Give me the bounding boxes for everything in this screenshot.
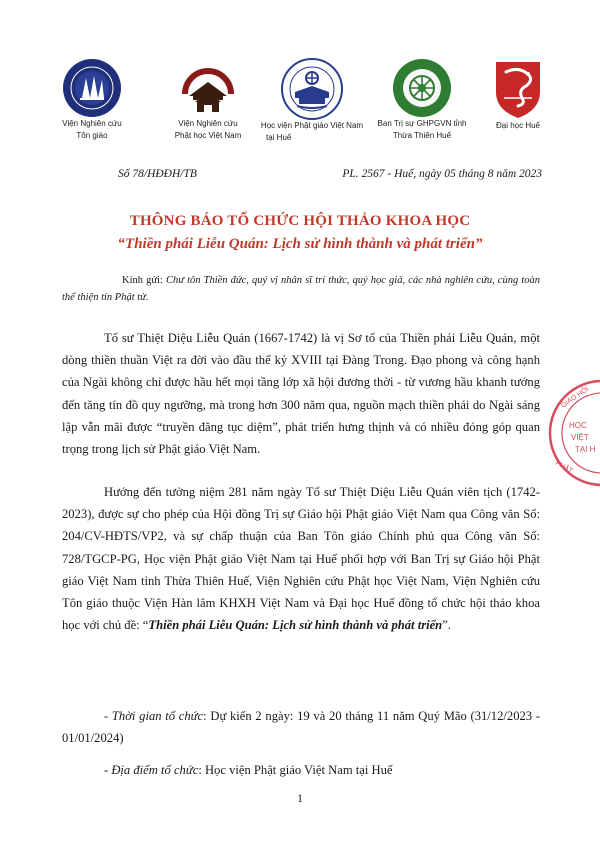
logo-buddhist-studies-institute bbox=[162, 58, 254, 142]
dharma-wheel-icon bbox=[392, 58, 452, 118]
svg-text:GIÁO HỘI: GIÁO HỘI bbox=[560, 385, 591, 410]
venue-value: : Học viện Phật giáo Việt Nam tại Huế bbox=[198, 763, 393, 777]
svg-text:VIỆT: VIỆT bbox=[571, 433, 589, 442]
logo-buddhist-academy-hue bbox=[254, 58, 370, 144]
logo-caption: Viện Nghiên cứu bbox=[178, 119, 238, 128]
logo-caption: Đại học Huế bbox=[495, 121, 541, 130]
svg-text:PHẬT: PHẬT bbox=[554, 459, 574, 476]
temple-emblem-icon bbox=[177, 58, 239, 118]
time-item bbox=[62, 705, 540, 749]
logo-caption: tại Huế bbox=[266, 133, 292, 142]
venue-item bbox=[62, 759, 540, 781]
vns-emblem-icon bbox=[62, 58, 122, 118]
svg-text:HỌC: HỌC bbox=[569, 421, 587, 430]
place-date: PL. 2567 - Huế, ngày 05 tháng 8 năm 2023 bbox=[342, 168, 542, 180]
logo-caption: Tôn giáo bbox=[76, 131, 108, 140]
dragon-emblem-icon bbox=[492, 58, 544, 120]
greeting-label: Kính gửi: bbox=[122, 275, 163, 286]
logo-caption: Phật học Việt Nam bbox=[174, 131, 242, 140]
time-value: : Dự kiến 2 ngày: 19 và 20 tháng 11 năm Quý Mão (31/12/2023 - 01/01/2024) bbox=[62, 709, 541, 746]
paragraph-intro: Tổ sư Thiệt Diệu Liễu Quán (1667-1742) là vị Sơ tổ của Thiền phái Liễu Quán, một dòng thiền thuần Việt ra đời vào đầu thế kỷ XVIII tại Đàng Trong. Đạo phong và công hạnh của Ngài không chỉ được hầu hết mọi tầng lớp xã hội đương thời - từ vương hầu khanh tướng đến tăng tín đồ quy ngưỡng, mà trong hơn 300 năm qua, nguồn mạch thiền phái do Ngài sáng lập vẫn mãi được “truyền đăng tục diệm”, phát triển hưng thịnh và có nhiều đóng góp quan trọng trong lịch sử Phật giáo Việt Nam. bbox=[62, 331, 540, 457]
logo-caption: Ban Trị sự GHPGVN tỉnh bbox=[377, 119, 467, 128]
logo-row bbox=[0, 0, 600, 160]
paragraph-announcement-end: ”. bbox=[442, 618, 451, 633]
logo-caption: Học viện Phật giáo Việt Nam bbox=[260, 121, 364, 130]
academy-emblem-icon bbox=[281, 58, 343, 120]
document-number: Số 78/HĐĐH/TB bbox=[118, 168, 197, 180]
paragraph-announcement-text: Hướng đến tưởng niệm 281 năm ngày Tổ sư Thiệt Diệu Liễu Quán viên tịch (1742-2023), được sự cho phép của Hội đồng Trị sự Giáo hội Phật giáo Việt Nam qua Công văn Số: 204/CV-HĐTS/VP2, và sự chấp thuận của Ban Tôn giáo Chính phủ qua Công văn Số: 728/TGCP-PG, Học viện Phật giáo Việt Nam tại Huế phối hợp với Ban Trị sự Giáo hội Phật giáo Việt Nam tỉnh Thừa Thiên Huế, Viện Nghiên cứu Phật học Việt Nam, Viện Nghiên cứu Tôn giáo thuộc Viện Hàn lâm KHXH Việt Nam và Đại học Huế đồng tổ chức hội thảo khoa học với chủ đề: “ bbox=[62, 485, 540, 633]
time-label: - Thời gian tổ chức bbox=[104, 709, 204, 723]
page-number: 1 bbox=[297, 791, 303, 805]
paragraph-announcement bbox=[62, 481, 540, 636]
page-subtitle: “Thiền phái Liễu Quán: Lịch sử hình thành và phát triển” bbox=[117, 236, 483, 252]
logo-provincial-sangha bbox=[374, 58, 470, 142]
greeting bbox=[62, 272, 540, 306]
logo-religion-institute bbox=[52, 58, 132, 142]
logo-caption: Viện Nghiên cứu bbox=[62, 119, 122, 128]
conference-theme: Thiền phái Liễu Quán: Lịch sử hình thành và phát triển bbox=[148, 618, 443, 633]
greeting-text: Chư tôn Thiền đức, quý vị nhân sĩ trí thức, quý học giả, các nhà nghiên cứu, cùng toàn thể thiện tín Phật tử. bbox=[62, 275, 540, 303]
logo-hue-university bbox=[482, 58, 554, 132]
svg-text:TẠI H: TẠI H bbox=[575, 445, 596, 454]
red-seal-stamp-icon bbox=[545, 378, 600, 488]
venue-label: - Địa điểm tổ chức bbox=[104, 763, 199, 777]
page-title: THÔNG BÁO TỔ CHỨC HỘI THẢO KHOA HỌC bbox=[129, 213, 471, 229]
logo-caption: Thừa Thiên Huế bbox=[392, 131, 452, 140]
